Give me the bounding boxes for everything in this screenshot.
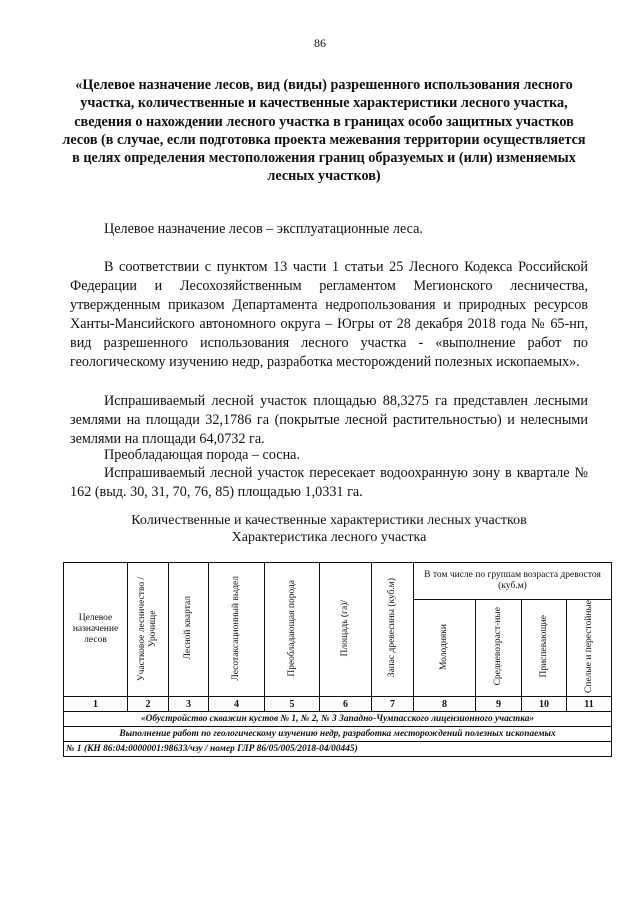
plot-id-cell: № 1 (КН 86:04:0000001:98633/чзу / номер ГЛР 86/05/005/2018-04/00445) <box>64 742 612 757</box>
col-number: 2 <box>128 697 169 712</box>
header-mature: Спелые и перестойные <box>567 600 612 697</box>
col-number: 10 <box>522 697 567 712</box>
table-row-use-type <box>64 727 612 742</box>
col-number: 8 <box>414 697 476 712</box>
paragraph-water-zone: Испрашиваемый лесной участок пересекает водоохранную зону в квартале № 162 (выд. 30, 31, 70, 76, 85) площадью 1,0331 га. <box>70 465 588 500</box>
header-middle-aged: Средневозраст-ные <box>476 600 522 697</box>
header-stock: Запас древесины (куб.м) <box>372 563 414 697</box>
header-purpose: Целевое назначение лесов <box>64 563 128 697</box>
table-row-plot <box>64 742 612 757</box>
table-caption-line1: Количественные и качественные характеристики лесных участков <box>131 513 527 528</box>
col-number: 7 <box>372 697 414 712</box>
section-heading: «Целевое назначение лесов, вид (виды) разрешенного использования лесного участка, количественные и качественные характеристики лесного участка, сведения о нахождении лесного участка в границах особо защитных участков лесов (в случае, если подготовка проекта межевания территории осуществляется в целях определения местоположения границ образуемых и (или) изменяемых лесных участков) <box>62 77 586 185</box>
header-quarter: Лесной квартал <box>169 563 209 697</box>
header-forestry: Участковое лесничество / Урочище <box>128 563 169 697</box>
header-allotment: Лесотаксационный выдел <box>209 563 265 697</box>
col-number: 6 <box>320 697 372 712</box>
col-number: 9 <box>476 697 522 712</box>
header-young: Молодняки <box>414 600 476 697</box>
table-caption <box>70 512 588 546</box>
project-title-cell: «Обустройство скважин кустов № 1, № 2, № 3 Западно-Чумпасского лицензионного участка» <box>64 712 612 727</box>
paragraph-purpose: Целевое назначение лесов – эксплуатационные леса. <box>104 221 423 237</box>
col-number: 4 <box>209 697 265 712</box>
header-maturing: Приспевающие <box>522 600 567 697</box>
col-number: 3 <box>169 697 209 712</box>
col-number: 11 <box>567 697 612 712</box>
col-number: 1 <box>64 697 128 712</box>
forest-plot-table <box>63 562 612 757</box>
header-species: Преобладающая порода <box>265 563 320 697</box>
use-type-cell: Выполнение работ по геологическому изучению недр, разработка месторождений полезных ископаемых <box>64 727 612 742</box>
header-age-group: В том числе по группам возраста древостоя (куб.м) <box>414 563 612 600</box>
table-caption-line2: Характеристика лесного участка <box>231 530 427 545</box>
page-number: 86 <box>314 36 326 50</box>
paragraph-area: Испрашиваемый лесной участок площадью 88,3275 га представлен лесными землями на площади 32,1786 га (покрытые лесной растительностью) и нелесными землями на площади 64,0732 га. <box>70 393 588 447</box>
paragraph-permitted-use: В соответствии с пунктом 13 части 1 статьи 25 Лесного Кодекса Российской Федерации и Лесохозяйственным регламентом Мегионского лесничества, утвержденным приказом Департамента недропользования и природных ресурсов Ханты-Мансийского автономного округа – Югры от 28 декабря 2018 года № 65-нп, вид разрешенного использования лесного участка - «выполнение работ по геологическому изучению недр, разработка месторождений полезных ископаемых». <box>70 259 588 370</box>
table-row-numbers <box>64 697 612 712</box>
paragraph-species: Преобладающая порода – сосна. <box>104 447 301 463</box>
table-row-project <box>64 712 612 727</box>
col-number: 5 <box>265 697 320 712</box>
header-area: Площадь (га)/ <box>320 563 372 697</box>
